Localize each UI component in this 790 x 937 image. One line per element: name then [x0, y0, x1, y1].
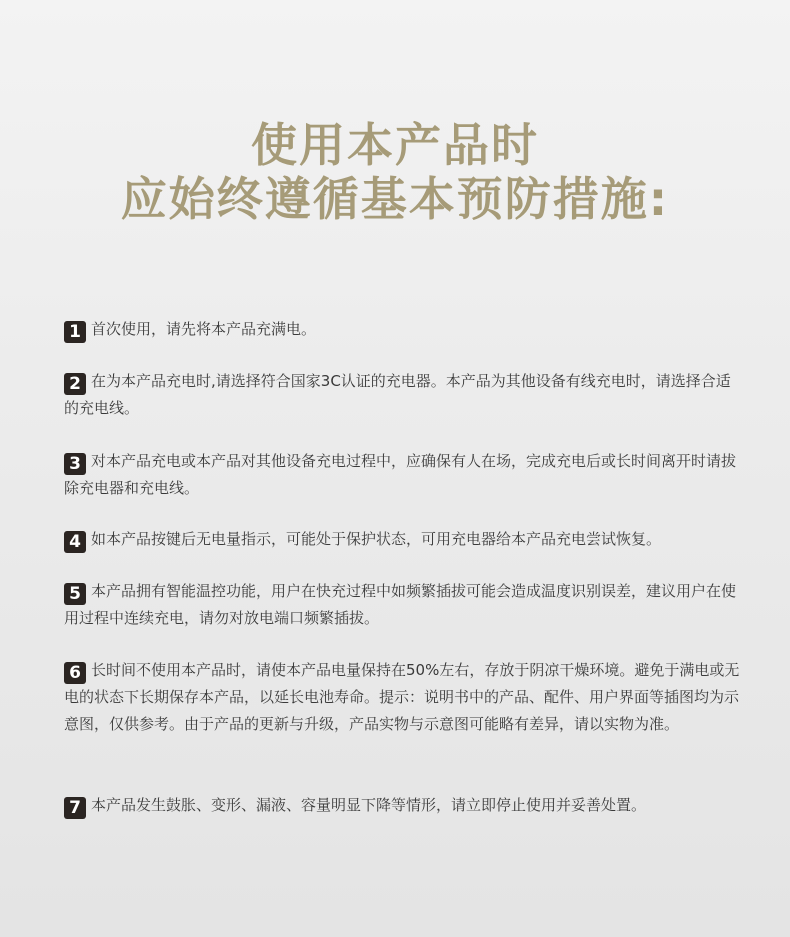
- item-text: 本产品发生鼓胀、变形、漏液、容量明显下降等情形，请立即停止使用并妥善处置。: [91, 796, 647, 814]
- item-text: 首次使用，请先将本产品充满电。: [91, 320, 317, 338]
- precaution-item-1: [64, 316, 740, 343]
- item-text: 长时间不使用本产品时，请使本产品电量保持在50%左右，存放于阴凉干燥环境。避免于满电或无电的状态下长期保存本产品，以延长电池寿命。提示：说明书中的产品、配件、用户界面等插图均为示意图，仅供参考。由于产品的更新与升级，产品实物与示意图可能略有差异，请以实物为准。: [64, 661, 740, 733]
- item-number-badge: 4: [64, 531, 86, 553]
- page-title-line-1: 使用本产品时: [251, 118, 539, 172]
- page-title-line-2: 应始终遵循基本预防措施:: [120, 172, 670, 226]
- precaution-item-4: [64, 526, 740, 553]
- item-number-badge: 5: [64, 583, 86, 605]
- precaution-item-2: [64, 368, 740, 422]
- item-text: 在为本产品充电时,请选择符合国家3C认证的充电器。本产品为其他设备有线充电时，请选择合适的充电线。: [64, 372, 731, 417]
- item-number-badge: 6: [64, 662, 86, 684]
- item-text: 如本产品按键后无电量指示，可能处于保护状态，可用充电器给本产品充电尝试恢复。: [91, 530, 662, 548]
- precaution-item-7: [64, 792, 740, 819]
- item-number-badge: 2: [64, 373, 86, 395]
- item-number-badge: 3: [64, 453, 86, 475]
- item-text: 对本产品充电或本产品对其他设备充电过程中，应确保有人在场，完成充电后或长时间离开时请拔除充电器和充电线。: [64, 452, 737, 497]
- item-text: 本产品拥有智能温控功能，用户在快充过程中如频繁插拔可能会造成温度识别误差，建议用户在使用过程中连续充电，请勿对放电端口频繁插拔。: [64, 582, 737, 627]
- precaution-item-3: [64, 448, 740, 502]
- precaution-item-6: [64, 657, 740, 738]
- item-number-badge: 7: [64, 797, 86, 819]
- precaution-item-5: [64, 578, 740, 632]
- item-number-badge: 1: [64, 321, 86, 343]
